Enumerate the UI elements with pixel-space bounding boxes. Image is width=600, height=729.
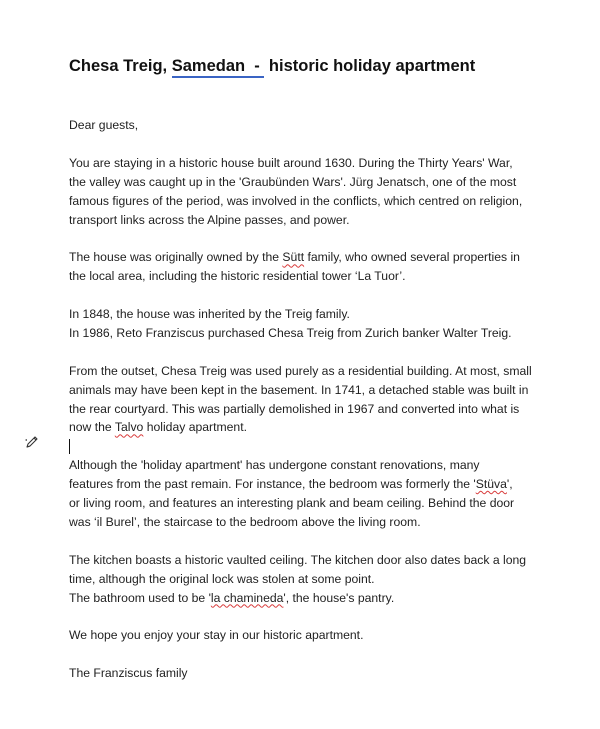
- greeting-line: Dear guests,: [69, 118, 139, 132]
- text-line: the valley was caught up in the 'Graubünden Wars'. Jürg Jenatsch, one of the most: [69, 174, 517, 189]
- title-part-1: Chesa Treig,: [69, 57, 172, 75]
- title-part-3: historic holiday apartment: [264, 57, 476, 75]
- text-segment: features from the past remain. For instance, the bedroom was formerly the ': [69, 477, 476, 492]
- paragraph-owners: [69, 248, 569, 286]
- text-segment: ',: [506, 477, 513, 492]
- misspelled-word[interactable]: Sütt: [282, 250, 305, 265]
- text-line: We hope you enjoy your stay in our historic apartment.: [69, 628, 364, 643]
- text-line: the local area, including the historic residential tower ‘La Tuor’.: [69, 269, 406, 284]
- text-line: time, although the original lock was stolen at some point.: [69, 571, 375, 586]
- text-line: or living room, and features an interesting plank and beam ceiling. Behind the door: [69, 496, 515, 511]
- misspelled-word[interactable]: Talvo: [114, 420, 144, 435]
- text-line: In 1848, the house was inherited by the Treig family.: [69, 307, 350, 322]
- title-place-name: Samedan -: [172, 57, 265, 78]
- signature-line: The Franziscus family: [69, 666, 188, 681]
- text-line: [69, 589, 569, 608]
- misspelled-word[interactable]: Stüva: [475, 477, 507, 492]
- text-line: [69, 475, 569, 494]
- pen-edit-icon-graphic: [24, 434, 40, 450]
- pen-edit-icon[interactable]: [24, 434, 40, 450]
- signature: [69, 664, 569, 683]
- text-line: From the outset, Chesa Treig was used purely as a residential building. At most, small: [69, 363, 532, 378]
- text-segment: ', the house's pantry.: [283, 590, 395, 605]
- text-line: the rear courtyard. This was partially demolished in 1967 and converted into what is: [69, 401, 520, 416]
- text-line: You are staying in a historic house built around 1630. During the Thirty Years' War,: [69, 155, 513, 170]
- paragraph-history: [69, 154, 569, 230]
- text-line: [69, 418, 569, 437]
- document-title: [69, 57, 475, 76]
- text-line: animals may have been kept in the basement. In 1741, a detached stable was built in: [69, 382, 529, 397]
- paragraph-inheritance: [69, 305, 569, 343]
- misspelled-word[interactable]: la chamineda: [210, 590, 284, 605]
- text-segment: holiday apartment.: [143, 420, 247, 435]
- text-segment: The bathroom used to be ': [69, 590, 211, 605]
- paragraph-kitchen: [69, 551, 569, 608]
- text-line: Although the 'holiday apartment' has undergone constant renovations, many: [69, 458, 480, 473]
- document-body[interactable]: [69, 116, 569, 702]
- text-line: famous figures of the period, was involved in the conflicts, which centred on religion,: [69, 193, 523, 208]
- text-line: The kitchen boasts a historic vaulted ceiling. The kitchen door also dates back a long: [69, 552, 527, 567]
- text-segment: family, who owned several properties in: [304, 250, 520, 265]
- empty-line-with-cursor[interactable]: [69, 437, 569, 456]
- text-segment: now the: [69, 420, 115, 435]
- text-cursor: [69, 439, 70, 454]
- text-segment: The house was originally owned by the: [69, 250, 283, 265]
- paragraph-use: [69, 362, 569, 438]
- text-line: In 1986, Reto Franziscus purchased Chesa Treig from Zurich banker Walter Treig.: [69, 325, 512, 340]
- text-line: [69, 248, 569, 267]
- paragraph-features: [69, 456, 569, 532]
- greeting: [69, 116, 569, 135]
- paragraph-closing: [69, 626, 569, 645]
- text-line: transport links across the Alpine passes, and power.: [69, 212, 350, 227]
- text-line: was ‘il Burel’, the staircase to the bedroom above the living room.: [69, 514, 421, 529]
